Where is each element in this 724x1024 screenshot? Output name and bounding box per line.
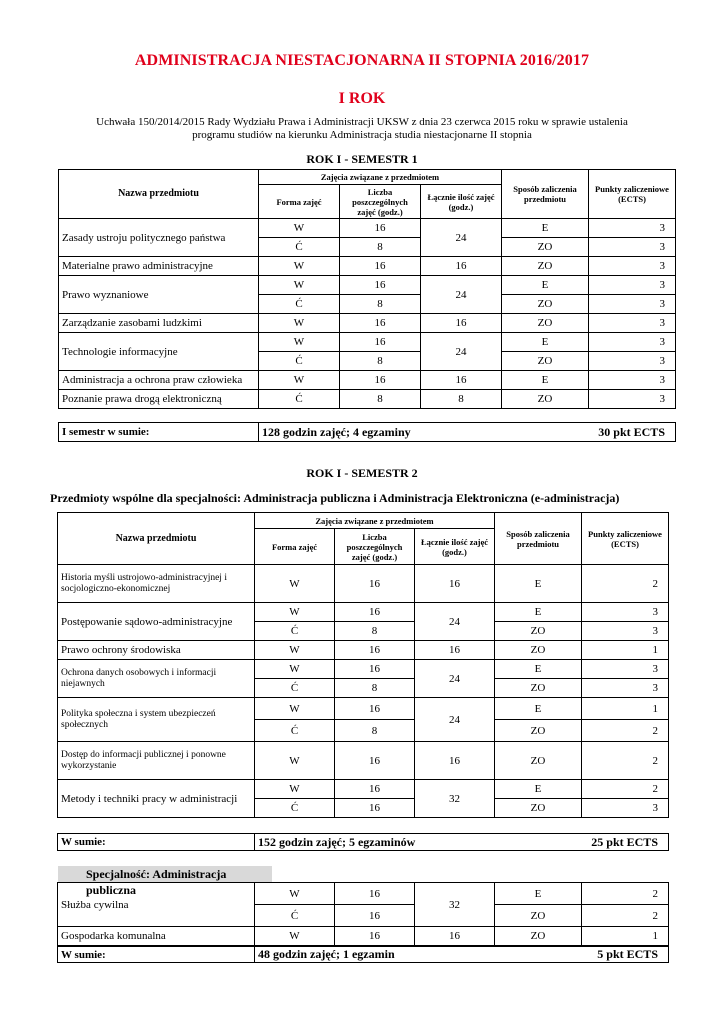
header-name: Nazwa przedmiotu <box>58 513 255 565</box>
credit-cell: E <box>495 565 582 603</box>
header-hours: Liczba poszczególnych zajęć (godz.) <box>340 185 421 219</box>
hours-cell: 8 <box>340 238 421 257</box>
total-cell: 24 <box>421 333 502 371</box>
total-cell: 8 <box>421 390 502 409</box>
ects-cell: 3 <box>582 603 669 622</box>
form-cell: W <box>255 565 335 603</box>
total-cell: 16 <box>415 742 495 780</box>
form-cell: W <box>259 333 340 352</box>
ects-cell: 3 <box>589 295 676 314</box>
credit-cell: ZO <box>495 641 582 660</box>
credit-cell: E <box>495 698 582 720</box>
form-cell: W <box>255 641 335 660</box>
total-cell: 32 <box>415 883 495 927</box>
credit-cell: ZO <box>495 679 582 698</box>
subject-name: Ochrona danych osobowych i informacji niejawnych <box>58 660 255 698</box>
ects-cell: 2 <box>582 780 669 799</box>
hours-cell: 8 <box>335 720 415 742</box>
header-credit: Sposób zaliczenia przedmiotu <box>495 513 582 565</box>
subject-name: Metody i techniki pracy w administracji <box>58 780 255 818</box>
hours-cell: 8 <box>335 679 415 698</box>
credit-cell: E <box>495 883 582 905</box>
hours-cell: 16 <box>335 698 415 720</box>
form-cell: W <box>259 219 340 238</box>
form-cell: Ć <box>259 390 340 409</box>
semester-2-table <box>57 512 669 818</box>
header-form: Forma zajęć <box>255 529 335 565</box>
ects-cell: 3 <box>589 314 676 333</box>
subject-name: Dostęp do informacji publicznej i ponowne wykorzystanie <box>58 742 255 780</box>
ects-cell: 3 <box>582 799 669 818</box>
total-cell: 16 <box>421 371 502 390</box>
subject-name: Poznanie prawa drogą elektroniczną <box>59 390 259 409</box>
credit-cell: E <box>502 371 589 390</box>
ects-cell: 3 <box>582 622 669 641</box>
credit-cell: E <box>495 603 582 622</box>
total-cell: 32 <box>415 780 495 818</box>
header-group: Zajęcia związane z przedmiotem <box>255 513 495 529</box>
subject-name: Zarządzanie zasobami ludzkimi <box>59 314 259 333</box>
header-total: Łącznie ilość zajęć (godz.) <box>421 185 502 219</box>
page-title: ADMINISTRACJA NIESTACJONARNA II STOPNIA 2016/2017 <box>134 52 590 69</box>
summary-ects: 30 pkt ECTS <box>598 424 665 439</box>
credit-cell: ZO <box>495 720 582 742</box>
hours-cell: 16 <box>335 641 415 660</box>
summary-label: W sumie: <box>58 947 255 963</box>
total-cell: 16 <box>421 257 502 276</box>
table-row <box>59 276 676 295</box>
credit-cell: E <box>495 660 582 679</box>
ects-cell: 3 <box>589 352 676 371</box>
hours-cell: 16 <box>335 905 415 927</box>
form-cell: W <box>259 257 340 276</box>
ects-cell: 1 <box>582 927 669 946</box>
form-cell: W <box>259 276 340 295</box>
credit-cell: ZO <box>502 295 589 314</box>
semester-1-summary <box>58 422 676 442</box>
hours-cell: 8 <box>335 622 415 641</box>
ects-cell: 2 <box>582 742 669 780</box>
hours-cell: 16 <box>335 799 415 818</box>
hours-cell: 16 <box>335 660 415 679</box>
subject-name: Postępowanie sądowo-administracyjne <box>58 603 255 641</box>
ects-cell: 2 <box>582 883 669 905</box>
credit-cell: ZO <box>502 390 589 409</box>
form-cell: Ć <box>259 295 340 314</box>
specialty-heading: Specjalność: Administracja publiczna <box>58 866 272 882</box>
subject-name: Historia myśli ustrojowo-administracyjnej i socjologiczno-ekonomicznej <box>58 565 255 603</box>
form-cell: W <box>255 780 335 799</box>
table-row <box>58 927 669 946</box>
header-total: Łącznie ilość zajęć (godz.) <box>415 529 495 565</box>
header-hours: Liczba poszczególnych zajęć (godz.) <box>335 529 415 565</box>
summary-hours: 152 godzin zajęć; 5 egzaminów <box>258 834 416 849</box>
subject-name: Administracja a ochrona praw człowieka <box>59 371 259 390</box>
form-cell: W <box>255 742 335 780</box>
header-form: Forma zajęć <box>259 185 340 219</box>
hours-cell: 8 <box>340 390 421 409</box>
header-name: Nazwa przedmiotu <box>59 170 259 219</box>
header-ects: Punkty zaliczeniowe (ECTS) <box>582 513 669 565</box>
summary-label: I semestr w sumie: <box>59 423 259 442</box>
ects-cell: 3 <box>589 333 676 352</box>
total-cell: 24 <box>415 698 495 742</box>
ects-cell: 2 <box>582 905 669 927</box>
semester-2-summary <box>57 833 669 851</box>
table-row <box>58 780 669 799</box>
form-cell: Ć <box>255 799 335 818</box>
hours-cell: 16 <box>335 780 415 799</box>
summary-hours: 128 godzin zajęć; 4 egzaminy <box>262 424 411 439</box>
form-cell: W <box>255 698 335 720</box>
semester-1-table <box>58 169 676 409</box>
hours-cell: 16 <box>340 314 421 333</box>
form-cell: W <box>255 603 335 622</box>
table-row <box>58 603 669 622</box>
header-group: Zajęcia związane z przedmiotem <box>259 170 502 185</box>
hours-cell: 16 <box>335 603 415 622</box>
resolution-text: Uchwała 150/2014/2015 Rady Wydziału Prawa i Administracji UKSW z dnia 23 czerwca 2015 roku w sprawie ustalenia programu studiów na kierunku Administracja studia niestacjonarne II stopnia <box>96 116 628 141</box>
total-cell: 24 <box>415 660 495 698</box>
form-cell: W <box>259 314 340 333</box>
credit-cell: ZO <box>502 352 589 371</box>
hours-cell: 16 <box>335 565 415 603</box>
credit-cell: ZO <box>495 742 582 780</box>
credit-cell: E <box>502 276 589 295</box>
total-cell: 24 <box>421 219 502 257</box>
ects-cell: 3 <box>589 371 676 390</box>
hours-cell: 16 <box>340 371 421 390</box>
header-ects: Punkty zaliczeniowe (ECTS) <box>589 170 676 219</box>
credit-cell: ZO <box>495 799 582 818</box>
specialty-table <box>57 882 669 946</box>
hours-cell: 16 <box>340 333 421 352</box>
total-cell: 24 <box>415 603 495 641</box>
hours-cell: 16 <box>340 257 421 276</box>
form-cell: Ć <box>255 622 335 641</box>
table-row <box>58 565 669 603</box>
ects-cell: 3 <box>589 219 676 238</box>
summary-ects: 25 pkt ECTS <box>591 834 658 849</box>
semester-2-title: ROK I - SEMESTR 2 <box>306 466 418 480</box>
total-cell: 16 <box>415 927 495 946</box>
table-row <box>58 641 669 660</box>
hours-cell: 16 <box>340 219 421 238</box>
form-cell: W <box>255 660 335 679</box>
total-cell: 24 <box>421 276 502 314</box>
form-cell: Ć <box>259 352 340 371</box>
credit-cell: ZO <box>495 927 582 946</box>
ects-cell: 1 <box>582 698 669 720</box>
table-row <box>59 371 676 390</box>
ects-cell: 3 <box>582 679 669 698</box>
credit-cell: ZO <box>502 238 589 257</box>
subject-name: Prawo wyznaniowe <box>59 276 259 314</box>
header-credit: Sposób zaliczenia przedmiotu <box>502 170 589 219</box>
form-cell: Ć <box>255 720 335 742</box>
specialty-summary <box>57 946 669 963</box>
credit-cell: ZO <box>502 314 589 333</box>
credit-cell: E <box>495 780 582 799</box>
subject-name: Gospodarka komunalna <box>58 927 255 946</box>
hours-cell: 16 <box>340 276 421 295</box>
ects-cell: 3 <box>589 390 676 409</box>
form-cell: Ć <box>259 238 340 257</box>
subject-name: Służba cywilna <box>58 883 255 927</box>
common-subjects-heading: Przedmioty wspólne dla specjalności: Administracja publiczna i Administracja Elektroniczna (e-administracja) <box>50 491 620 505</box>
hours-cell: 8 <box>340 352 421 371</box>
ects-cell: 1 <box>582 641 669 660</box>
table-row <box>58 698 669 720</box>
subject-name: Zasady ustroju politycznego państwa <box>59 219 259 257</box>
form-cell: W <box>255 927 335 946</box>
table-row <box>58 883 669 905</box>
summary-hours: 48 godzin zajęć; 1 egzamin <box>258 947 395 961</box>
subject-name: Polityka społeczna i system ubezpieczeń społecznych <box>58 698 255 742</box>
form-cell: W <box>259 371 340 390</box>
ects-cell: 2 <box>582 720 669 742</box>
total-cell: 16 <box>415 641 495 660</box>
table-row <box>59 257 676 276</box>
table-row <box>58 660 669 679</box>
ects-cell: 2 <box>582 565 669 603</box>
ects-cell: 3 <box>589 276 676 295</box>
hours-cell: 8 <box>340 295 421 314</box>
credit-cell: E <box>502 219 589 238</box>
table-row <box>59 333 676 352</box>
credit-cell: ZO <box>495 622 582 641</box>
total-cell: 16 <box>421 314 502 333</box>
credit-cell: ZO <box>495 905 582 927</box>
form-cell: Ć <box>255 905 335 927</box>
semester-1-title: ROK I - SEMESTR 1 <box>306 152 418 166</box>
summary-label: W sumie: <box>58 834 255 851</box>
subject-name: Prawo ochrony środowiska <box>58 641 255 660</box>
ects-cell: 3 <box>582 660 669 679</box>
credit-cell: ZO <box>502 257 589 276</box>
hours-cell: 16 <box>335 742 415 780</box>
summary-ects: 5 pkt ECTS <box>597 947 658 961</box>
ects-cell: 3 <box>589 238 676 257</box>
hours-cell: 16 <box>335 927 415 946</box>
table-row <box>59 219 676 238</box>
form-cell: W <box>255 883 335 905</box>
ects-cell: 3 <box>589 257 676 276</box>
table-row <box>59 390 676 409</box>
table-row <box>59 314 676 333</box>
hours-cell: 16 <box>335 883 415 905</box>
credit-cell: E <box>502 333 589 352</box>
year-heading: I ROK <box>338 90 386 107</box>
total-cell: 16 <box>415 565 495 603</box>
table-row <box>58 742 669 780</box>
form-cell: Ć <box>255 679 335 698</box>
subject-name: Materialne prawo administracyjne <box>59 257 259 276</box>
subject-name: Technologie informacyjne <box>59 333 259 371</box>
